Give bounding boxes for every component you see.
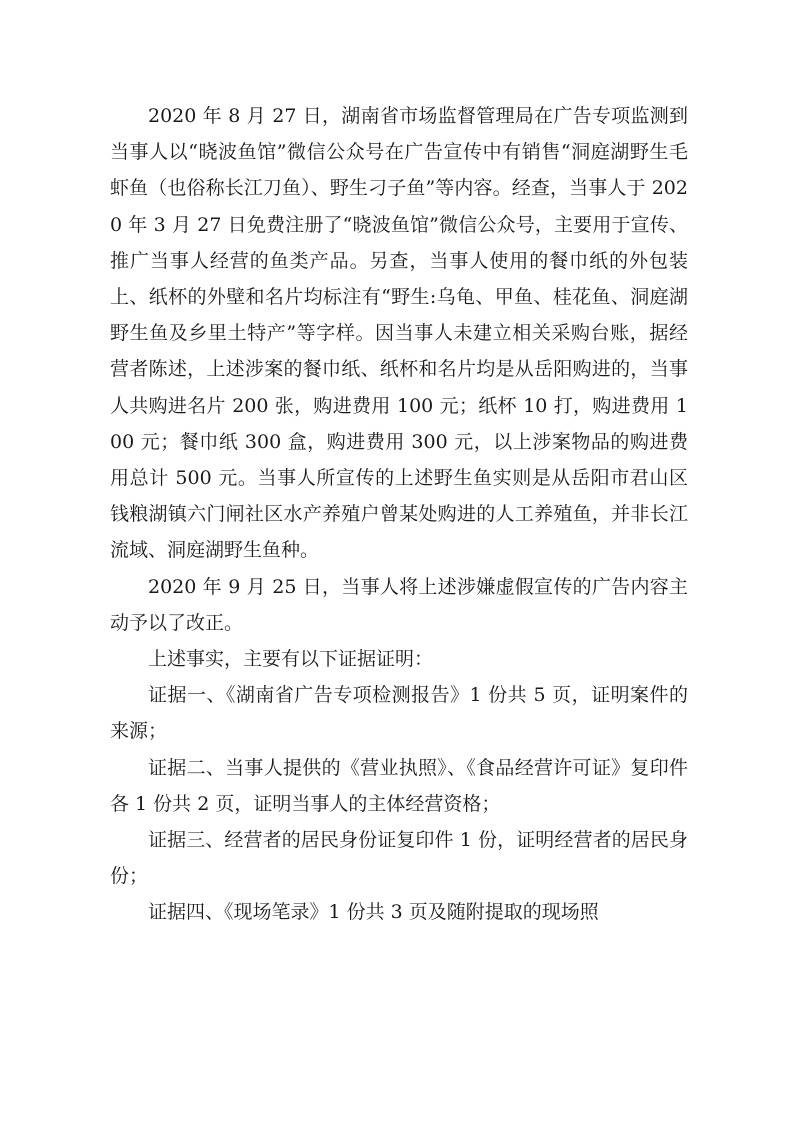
correction-paragraph: 2020 年 9 月 25 日，当事人将上述涉嫌虚假宣传的广告内容主动予以了改正。 bbox=[110, 575, 688, 634]
evidence-three-paragraph: 证据三、经营者的居民身份证复印件 1 份，证明经营者的居民身份； bbox=[110, 829, 688, 888]
evidence-one-paragraph: 证据一、《湖南省广告专项检测报告》1 份共 5 页，证明案件的来源； bbox=[110, 684, 688, 743]
case-facts-paragraph: 2020 年 8 月 27 日，湖南省市场监督管理局在广告专项监测到当事人以“晓波鱼馆”微信公众号在广告宣传中有销售“洞庭湖野生毛虾鱼（也俗称长江刀鱼）、野生刁子鱼”等内容。经查，当事人于 2020 年 3 月 27 日免费注册了“晓波鱼馆”微信公众号，主要用于宣传、推广当事人经营的鱼类产品。另查，当事人使用的餐巾纸的外包装上、纸杯的外壁和名片均标注有“野生:乌龟、甲鱼、桂花鱼、洞庭湖野生鱼及乡里土特产”等字样。因当事人未建立相关采购台账，据经营者陈述，上述涉案的餐巾纸、纸杯和名片均是从岳阳购进的，当事人共购进名片 200 张，购进费用 100 元；纸杯 10 打，购进费用 100 元；餐巾纸 300 盒，购进费用 300 元，以上涉案物品的购进费用总计 500 元。当事人所宣传的上述野生鱼实则是从岳阳市君山区钱粮湖镇六门闸社区水产养殖户曾某处购进的人工养殖鱼，并非长江流域、洞庭湖野生鱼种。 bbox=[110, 105, 688, 562]
evidence-intro-paragraph: 上述事实，主要有以下证据证明： bbox=[148, 648, 434, 671]
evidence-four-paragraph: 证据四、《现场笔录》1 份共 3 页及随附提取的现场照 bbox=[148, 901, 599, 924]
evidence-two-paragraph: 证据二、当事人提供的《营业执照》、《食品经营许可证》复印件各 1 份共 2 页，证明当事人的主体经营资格； bbox=[110, 756, 688, 815]
document-body bbox=[110, 98, 688, 931]
